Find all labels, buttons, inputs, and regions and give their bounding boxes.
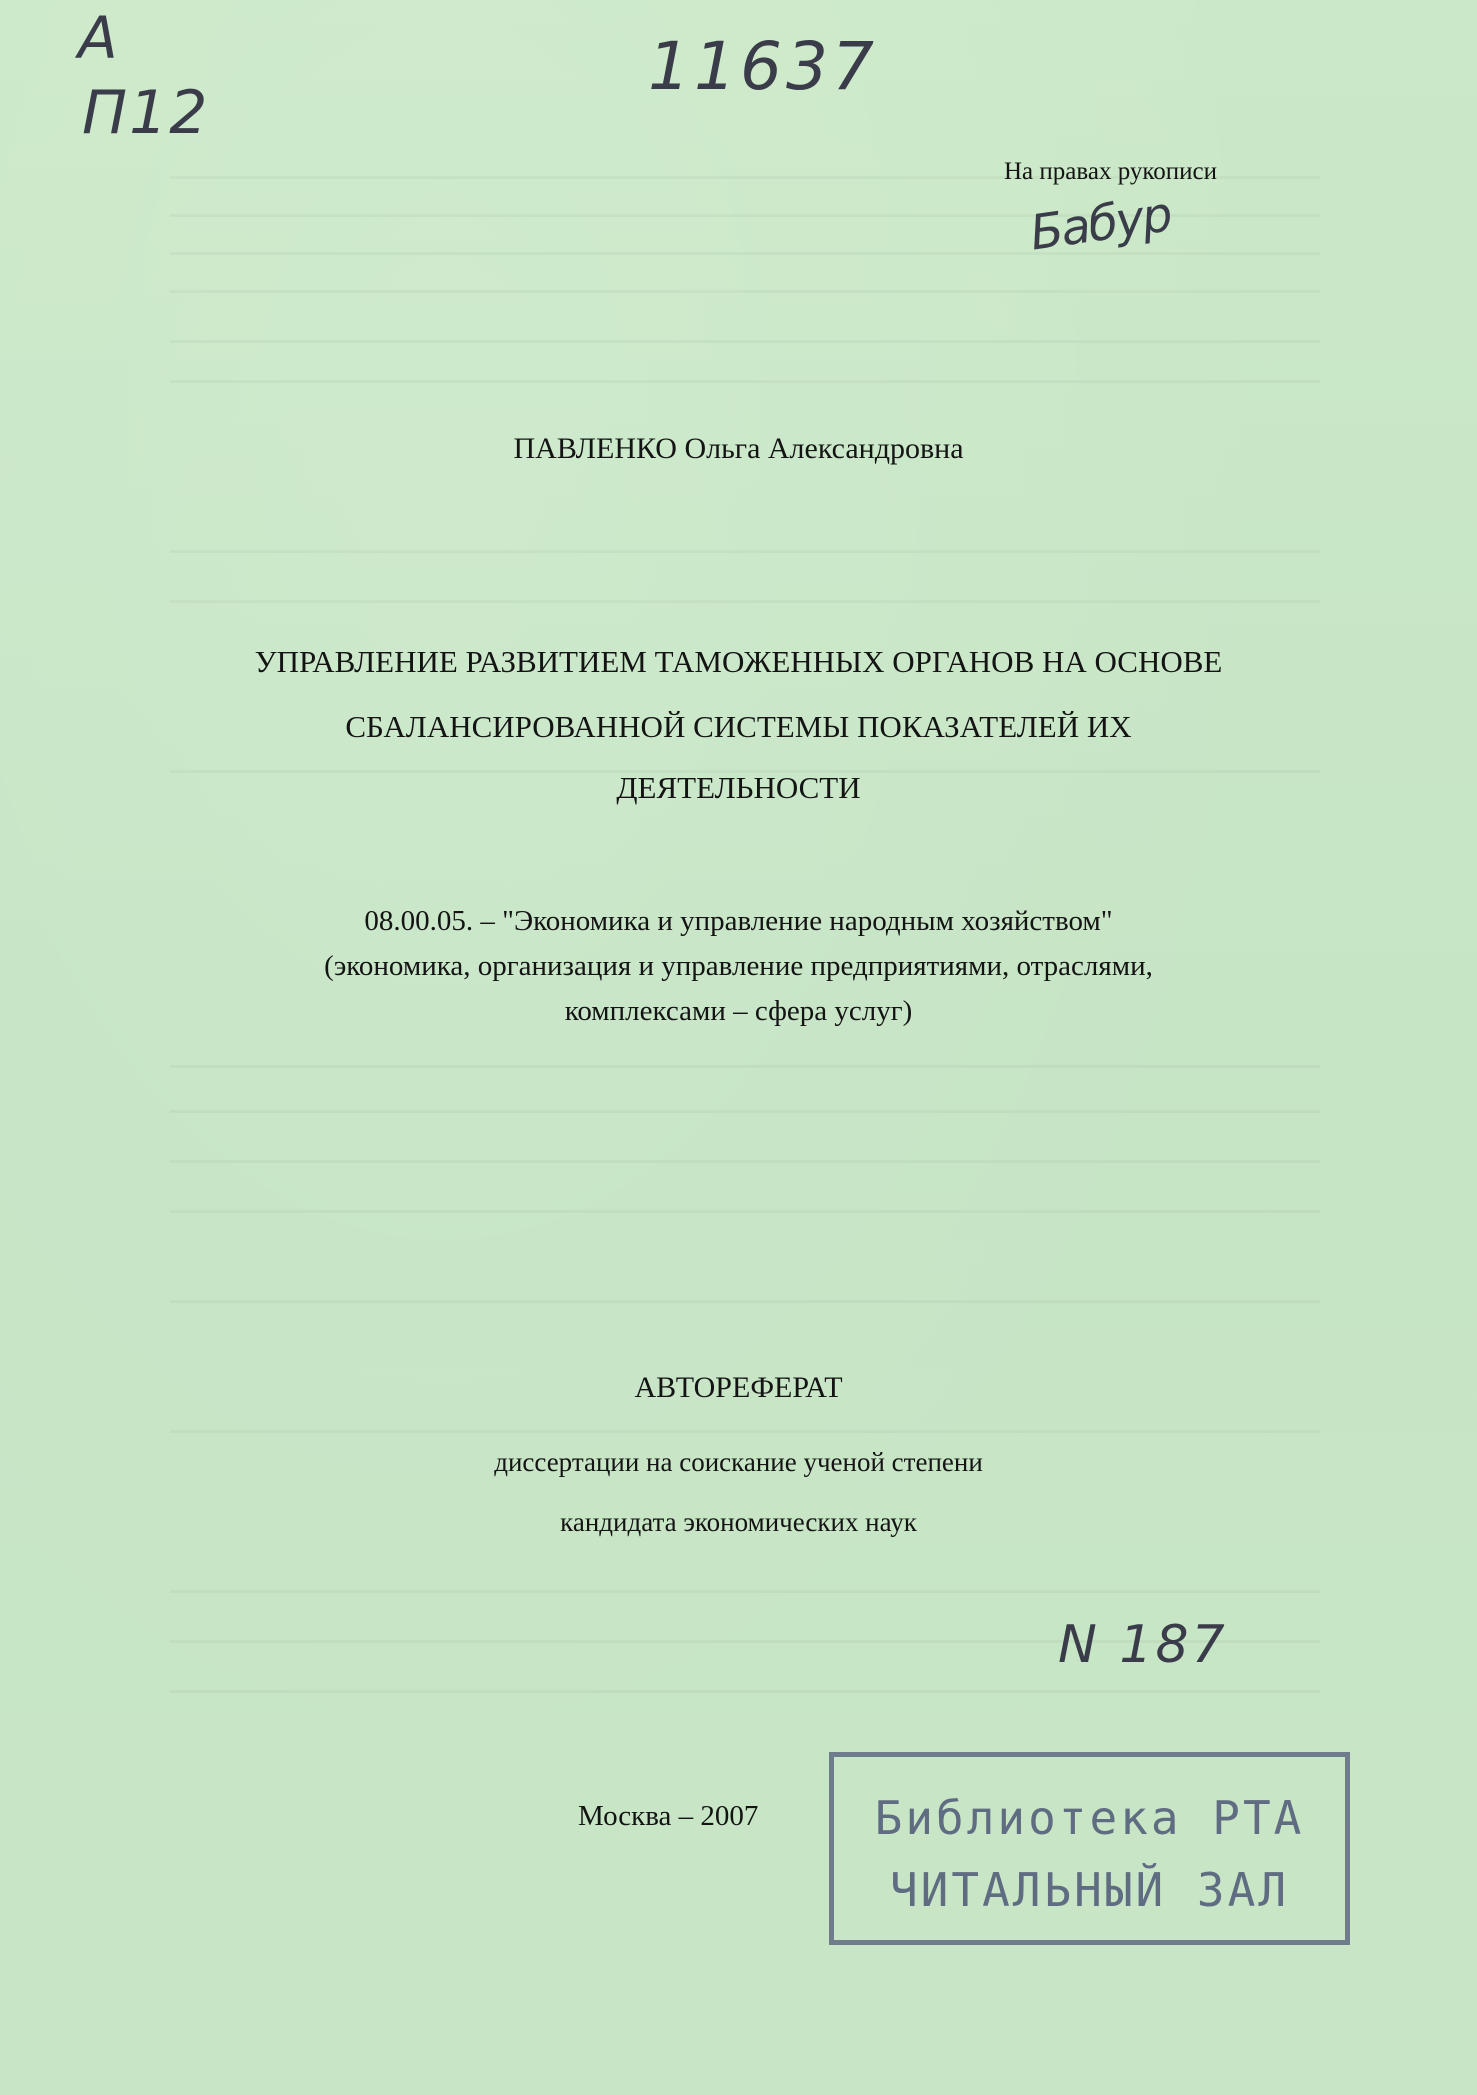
- inventory-number: 11637: [648, 28, 878, 105]
- bleed-line: [170, 550, 1320, 553]
- author-name: ПАВЛЕНКО Ольга Александровна: [513, 432, 964, 465]
- bleed-line: [170, 380, 1320, 383]
- library-stamp: [829, 1752, 1350, 1945]
- bleed-line: [170, 1690, 1320, 1693]
- bleed-line: [170, 340, 1320, 343]
- specialty-line: 08.00.05. – "Экономика и управление народным хозяйством": [364, 905, 1113, 937]
- signature: Бабур: [1026, 186, 1175, 262]
- specialty-line: комплексами – сфера услуг): [564, 995, 913, 1027]
- title-line: УПРАВЛЕНИЕ РАЗВИТИЕМ ТАМОЖЕННЫХ ОРГАНОВ НА ОСНОВЕ: [254, 644, 1223, 679]
- bleed-line: [170, 1210, 1320, 1213]
- shelf-mark-top: А: [78, 4, 118, 72]
- stamp-line-reading-room: ЧИТАЛЬНЫЙ ЗАЛ: [889, 1863, 1290, 1917]
- bleed-line: [170, 600, 1320, 603]
- bleed-line: [170, 1430, 1320, 1433]
- shelf-mark-bottom: П12: [82, 78, 210, 148]
- place-year: Москва – 2007: [578, 1800, 759, 1832]
- rights-note: На правах рукописи: [1004, 158, 1217, 185]
- degree-line: кандидата экономических наук: [560, 1507, 917, 1537]
- stamp-line-library: Библиотека РТА: [874, 1791, 1305, 1845]
- bleed-line: [170, 252, 1320, 255]
- title-line: ДЕЯТЕЛЬНОСТИ: [616, 770, 861, 805]
- bleed-line: [170, 1160, 1320, 1163]
- degree-line: диссертации на соискание ученой степени: [494, 1447, 983, 1477]
- bleed-line: [170, 1065, 1320, 1068]
- specialty-line: (экономика, организация и управление предприятиями, отраслями,: [324, 950, 1153, 982]
- document-type: АВТОРЕФЕРАТ: [634, 1371, 843, 1404]
- bleed-line: [170, 1300, 1320, 1303]
- bleed-line: [170, 1590, 1320, 1593]
- bleed-line: [170, 1110, 1320, 1113]
- title-line: СБАЛАНСИРОВАННОЙ СИСТЕМЫ ПОКАЗАТЕЛЕЙ ИХ: [345, 709, 1132, 744]
- copy-number: N 187: [1058, 1615, 1228, 1675]
- bleed-line: [170, 290, 1320, 293]
